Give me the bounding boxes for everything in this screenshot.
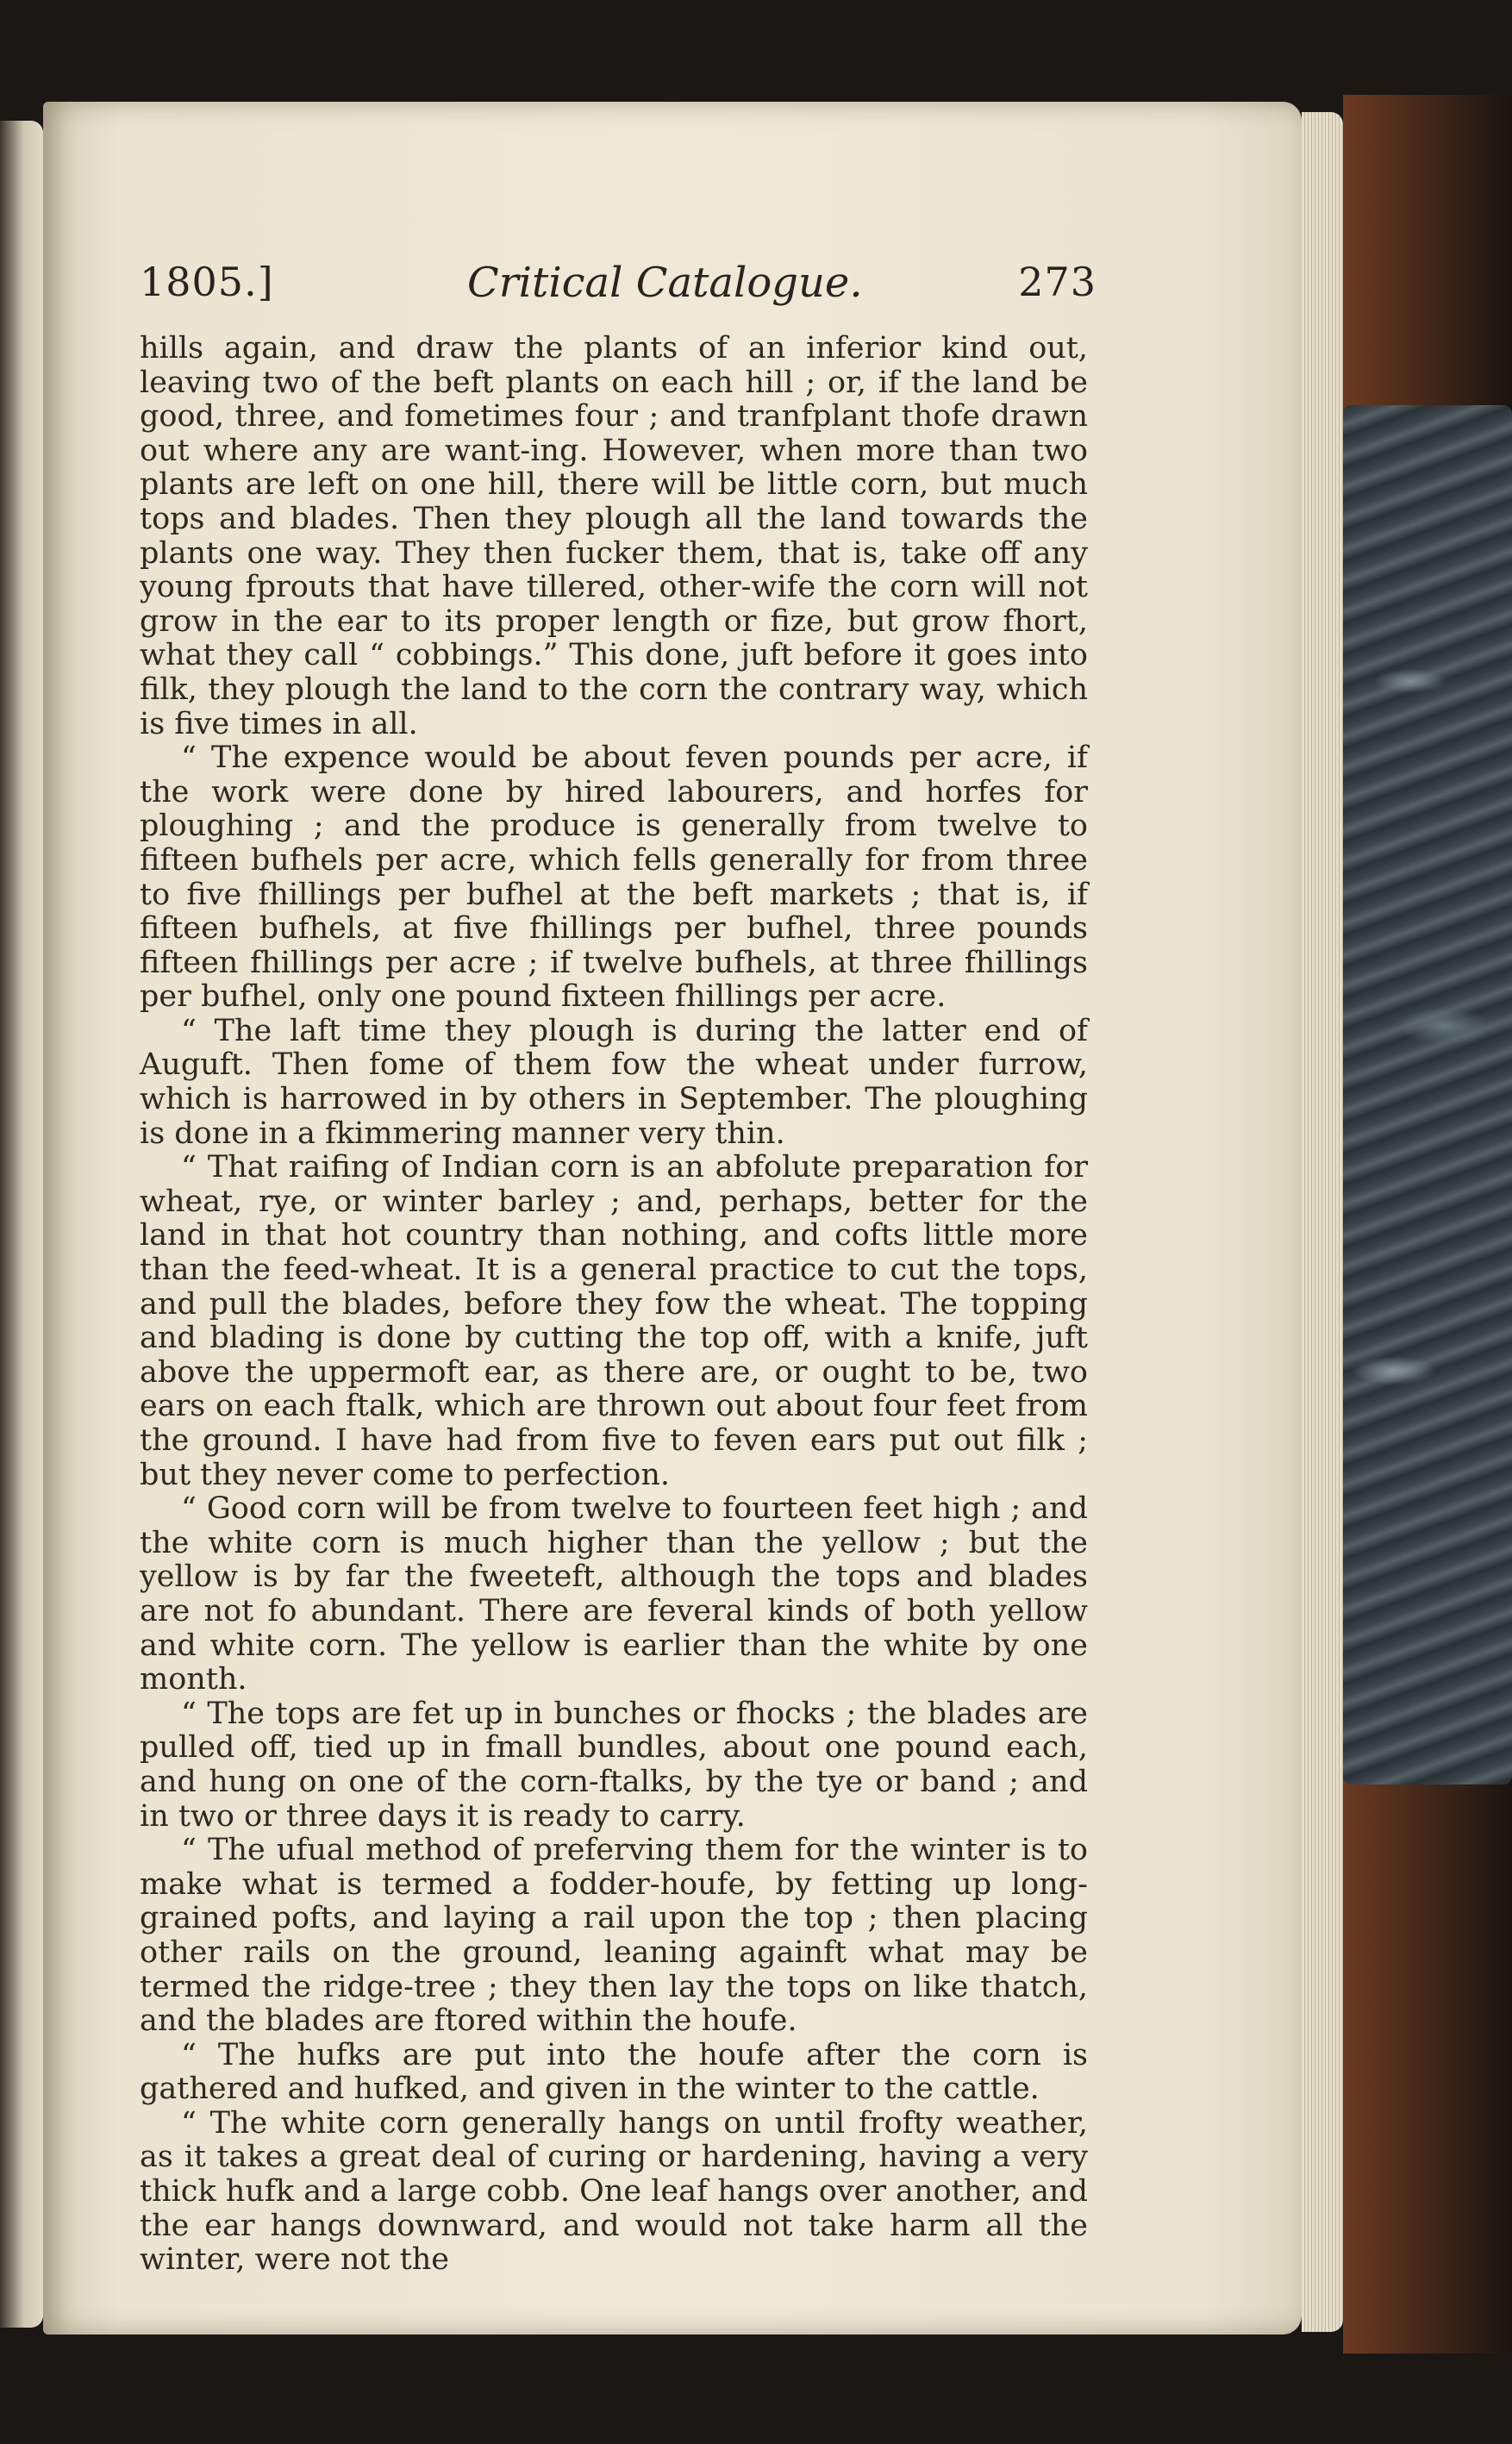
left-page-edge xyxy=(0,121,43,2328)
body-text xyxy=(140,332,1088,2278)
paragraph: “ The hufks are put into the houfe after the corn is gathered and hufked, and given in the winter to the cattle. xyxy=(140,2037,1088,2107)
paragraph: hills again, and draw the plants of an inferior kind out, leaving two of the beft plants on each hill ; or, if the land be good, three, and fometimes four ; and tranfplant thofe drawn out where any are want-ing. However, when more than two plants are left on one hill, there will be little corn, but much tops and blades. Then they plough all the land towards the plants one way. They then fucker them, that is, take off any young fprouts that have tillered, other-wife the corn will not grow in the ear to its proper length or fize, but grow fhort, what they call “ cobbings.” This done, juft before it goes into filk, they plough the land to the corn the contrary way, which is five times in all. xyxy=(140,331,1088,741)
paragraph: “ The laft time they plough is during the latter end of Auguft. Then fome of them fow the wheat under furrow, which is harrowed in by others in September. The ploughing is done in a fkimmering manner very thin. xyxy=(140,1013,1088,1151)
running-head xyxy=(140,259,1097,310)
paragraph: “ The ufual method of preferving them for the winter is to make what is termed a fodder-houfe, by fetting up long-grained pofts, and laying a rail upon the top ; then placing other rails on the ground, leaning againft what may be termed the ridge-tree ; they then lay the tops on like thatch, and the blades are ftored within the houfe. xyxy=(140,1833,1088,2039)
page-stack-edges xyxy=(1302,112,1343,2332)
page-number: 273 xyxy=(1018,259,1097,305)
marbled-board xyxy=(1343,405,1512,1785)
paragraph: “ Good corn will be from twelve to fourteen feet high ; and the white corn is much higher than the yellow ; but the yellow is by far the fweeteft, although the tops and blades are not fo abundant. There are feveral kinds of both yellow and white corn. The yellow is earlier than the white by one month. xyxy=(140,1491,1088,1697)
header-title: Critical Catalogue. xyxy=(467,259,863,307)
paragraph: “ The expence would be about feven pounds per acre, if the work were done by hired labourers, and horfes for ploughing ; and the produce is generally from twelve to fifteen bufhels per acre, which fells generally for from three to five fhillings per bufhel at the beft markets ; that is, if fifteen bufhels, at five fhillings per bufhel, three pounds fifteen fhillings per acre ; if twelve bufhels, at three fhillings per bufhel, only one pound fixteen fhillings per acre. xyxy=(140,741,1088,1015)
paragraph: “ That raifing of Indian corn is an abfolute preparation for wheat, rye, or winter barley ; and, perhaps, better for the land in that hot country than nothing, and cofts little more than the feed-wheat. It is a general practice to cut the tops, and pull the blades, before they fow the wheat. The topping and blading is done by cutting the top off, with a knife, juft above the uppermoft ear, as there are, or ought to be, two ears on each ftalk, which are thrown out about four feet from the ground. I have had from five to feven ears put out filk ; but they never come to perfection. xyxy=(140,1150,1088,1492)
paragraph: “ The tops are fet up in bunches or fhocks ; the blades are pulled off, tied up in fmall bundles, about one pound each, and hung on one of the corn-ftalks, by the tye or band ; and in two or three days it is ready to carry. xyxy=(140,1696,1088,1834)
header-year: 1805.] xyxy=(140,259,274,305)
paragraph: “ The white corn generally hangs on until frofty weather, as it takes a great deal of curing or hardening, having a very thick hufk and a large cobb. One leaf hangs over another, and the ear hangs downward, and would not take harm all the winter, were not the xyxy=(140,2105,1088,2278)
